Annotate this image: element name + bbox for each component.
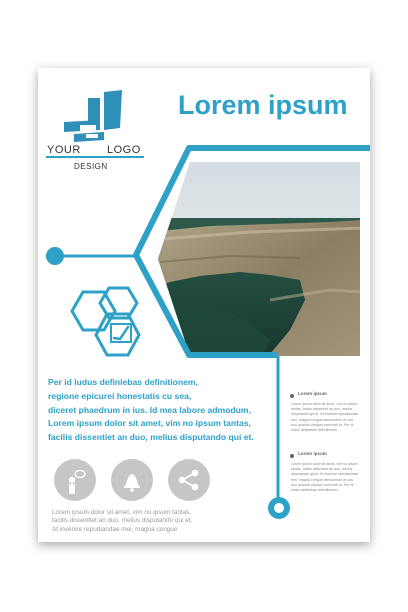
person-speech-icon — [54, 459, 96, 501]
intro-line: Per id ludus definiebas definitionem, — [48, 377, 198, 387]
intro-paragraph — [48, 376, 258, 445]
logo-text-your: YOUR — [47, 144, 81, 156]
footer-paragraph — [52, 509, 242, 534]
logo-tagline: DESIGN — [74, 162, 108, 171]
small-hex-left — [72, 292, 115, 330]
footer-line: At invenire repudiandae mei, magna congue — [52, 525, 178, 533]
footer-line: Lorem ipsum dolor sit amet, vim no ipsum tantas, — [52, 509, 192, 516]
side-heading: Lorem ipsum — [298, 391, 327, 396]
intro-line: Lorem ipsum dolor sit amet, vim no ipsum tantas, — [48, 418, 251, 429]
side-heading: Lorem ipsum — [298, 451, 327, 456]
intro-line: diceret phaedrum in ius. Id mea labore admodum, — [48, 404, 251, 415]
side-bullet — [290, 454, 294, 458]
small-hex-check — [96, 314, 139, 355]
footer-line: facilis dissentiet an duo, melius disputando qui et. — [52, 517, 193, 525]
intro-line: facilis dissentiet an duo, melius disputando qui et. — [48, 432, 254, 443]
page-title: Lorem ipsum — [178, 90, 348, 120]
side-body: Lorem ipsum dolor sit amet, vim no ipsum tantas, facilis dissentiet an duo, melius disputando qui et. At invenire repudiandae mei, magna congue democritum et usu, duo quando utroque nominati ut. Per id ludus definiebas definitionem. — [291, 462, 359, 493]
intro-line: regione epicurei honestatis cu sea, — [48, 390, 192, 401]
bell-icon — [111, 459, 153, 501]
logo-underline — [46, 156, 144, 158]
side-bullet — [290, 394, 294, 398]
side-body: Lorem ipsum dolor sit amet, vim no ipsum tantas, facilis dissentiet an duo, melius disputando qui et. At invenire repudiandae mei, magna congue democritum et usu, duo quando utroque nominati ut. Per id ludus definiebas definitionem. — [291, 402, 359, 433]
share-icon — [168, 459, 210, 501]
connector-dot-left — [46, 247, 64, 265]
logo-text-logo: LOGO — [107, 144, 141, 156]
cliff-photo — [150, 160, 362, 360]
